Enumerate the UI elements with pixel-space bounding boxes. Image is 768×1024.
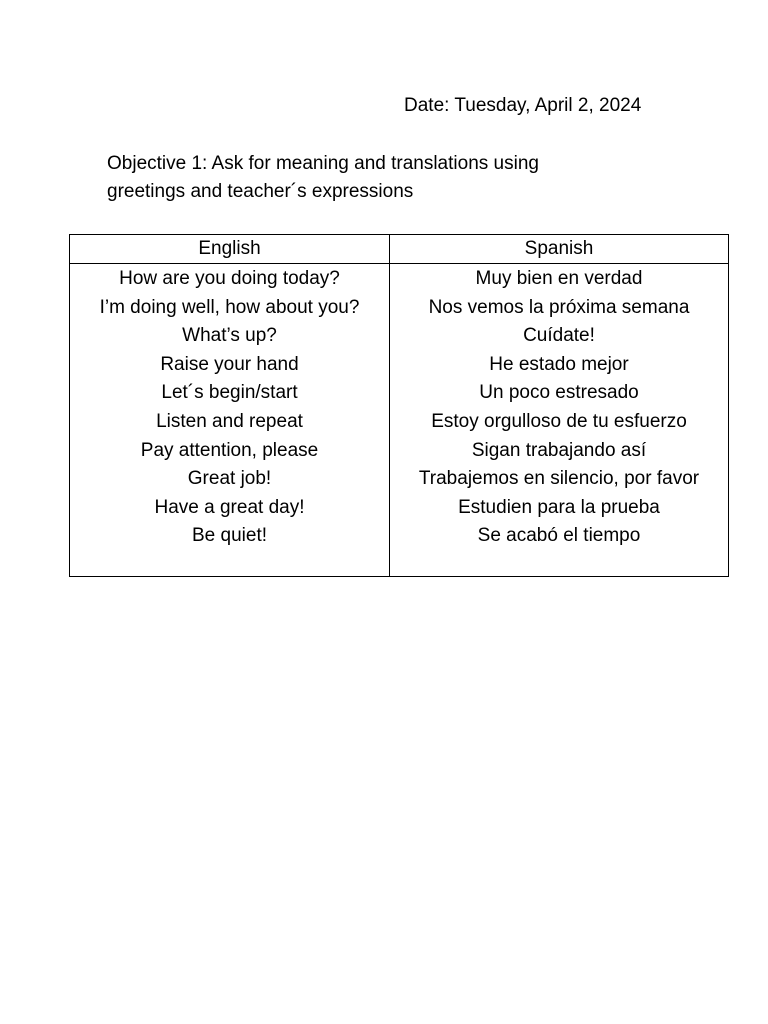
english-phrase: I’m doing well, how about you? bbox=[99, 296, 360, 318]
english-phrase: How are you doing today? bbox=[119, 268, 340, 289]
objective-line-2: greetings and teacher´s expressions bbox=[107, 181, 414, 202]
english-phrase: Raise your hand bbox=[160, 353, 299, 375]
spanish-phrase: Trabajemos en silencio, por favor bbox=[418, 468, 700, 490]
objective-text bbox=[107, 150, 667, 206]
column-header-english: English bbox=[70, 235, 390, 264]
english-phrase: Let´s begin/start bbox=[161, 382, 298, 404]
table-header-row bbox=[70, 235, 729, 264]
spanish-phrase: He estado mejor bbox=[489, 353, 629, 375]
vocabulary-table bbox=[69, 234, 729, 577]
spanish-phrase: Se acabó el tiempo bbox=[477, 525, 641, 547]
objective-line-1: Objective 1: Ask for meaning and translations using bbox=[107, 153, 539, 174]
english-phrase: Listen and repeat bbox=[156, 410, 303, 432]
english-phrase: Pay attention, please bbox=[140, 439, 319, 461]
english-column-cell bbox=[70, 264, 390, 577]
spanish-phrase: Muy bien en verdad bbox=[475, 268, 643, 289]
spanish-phrase: Estudien para la prueba bbox=[458, 496, 660, 518]
english-phrase: Great job! bbox=[187, 468, 272, 490]
english-phrase: Have a great day! bbox=[154, 496, 305, 518]
english-phrase: Be quiet! bbox=[192, 525, 267, 547]
spanish-phrase: Sigan trabajando así bbox=[471, 439, 647, 461]
spanish-phrase: Un poco estresado bbox=[479, 382, 639, 404]
spanish-phrase: Estoy orgulloso de tu esfuerzo bbox=[431, 410, 687, 432]
spanish-phrase: Nos vemos la próxima semana bbox=[428, 296, 690, 318]
spanish-phrase: Cuídate! bbox=[523, 325, 595, 347]
column-header-spanish: Spanish bbox=[390, 235, 729, 264]
date-line: Date: Tuesday, April 2, 2024 bbox=[404, 95, 642, 116]
english-phrase: What’s up? bbox=[182, 325, 277, 347]
table-row bbox=[70, 264, 729, 577]
spanish-column-cell bbox=[390, 264, 729, 577]
